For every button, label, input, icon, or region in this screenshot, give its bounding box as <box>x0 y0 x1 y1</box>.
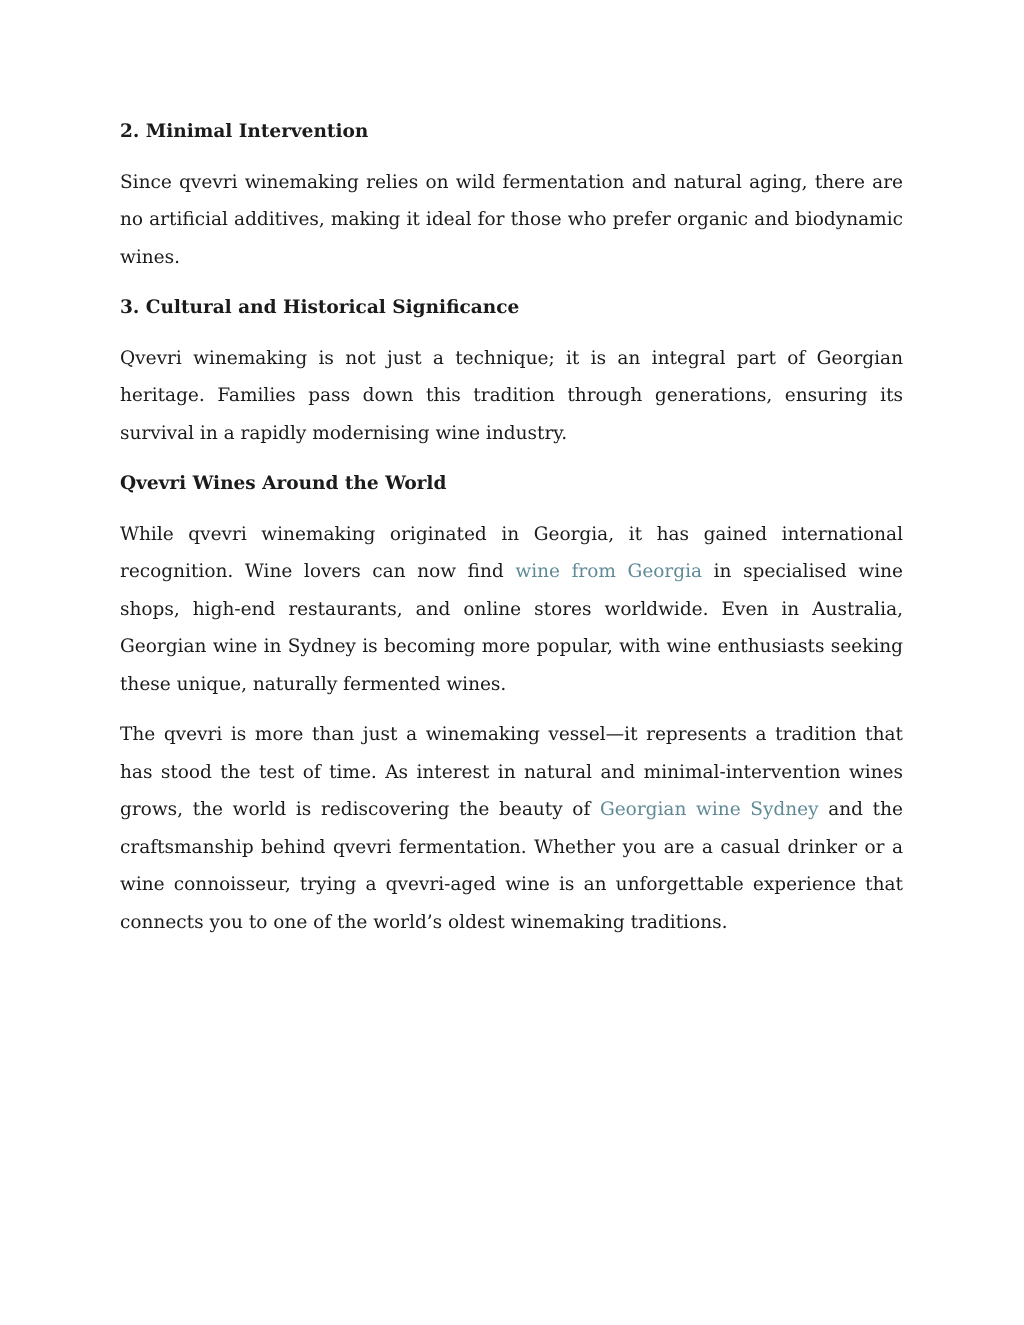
paragraph-text-segment: in specialised wine shops, high-end restaurants, and online stores worldwide. Even in Australia, Georgian wine in Sydney is becoming more popular, with wine enthusiasts seeking these unique, naturally fermented wines. <box>120 561 903 695</box>
paragraph-minimal-intervention: Since qvevri winemaking relies on wild fermentation and natural aging, there are no artificial additives, making it ideal for those who prefer organic and biodynamic wines. <box>120 171 903 268</box>
document-page <box>120 113 903 954</box>
paragraph-conclusion <box>120 716 903 941</box>
paragraph-text-segment: The qvevri is more than just a winemaking vessel—it represents a tradition that has stood the test of time. As interest in natural and minimal-intervention wines grows, the world is rediscovering the beauty of <box>120 724 903 820</box>
paragraph-wines-around-world <box>120 516 903 704</box>
section-heading-minimal-intervention: 2. Minimal Intervention <box>120 121 369 142</box>
paragraph-text-segment: and the craftsmanship behind qvevri fermentation. Whether you are a casual drinker or a wine connoisseur, trying a qvevri-aged wine is an unforgettable experience that connects you to one of the world’s oldest winemaking traditions. <box>120 799 903 933</box>
paragraph-cultural-significance: Qvevri winemaking is not just a technique; it is an integral part of Georgian heritage. Families pass down this tradition through generations, ensuring its survival in a rapidly modernising wine industry. <box>120 347 903 444</box>
wine-from-georgia-link[interactable]: wine from Georgia <box>515 561 703 582</box>
paragraph-text-segment: While qvevri winemaking originated in Georgia, it has gained international recognition. Wine lovers can now find <box>120 523 903 582</box>
georgian-wine-sydney-link[interactable]: Georgian wine Sydney <box>599 799 819 820</box>
section-heading-cultural-significance: 3. Cultural and Historical Significance <box>120 297 520 318</box>
section-heading-wines-around-world: Qvevri Wines Around the World <box>120 473 447 494</box>
